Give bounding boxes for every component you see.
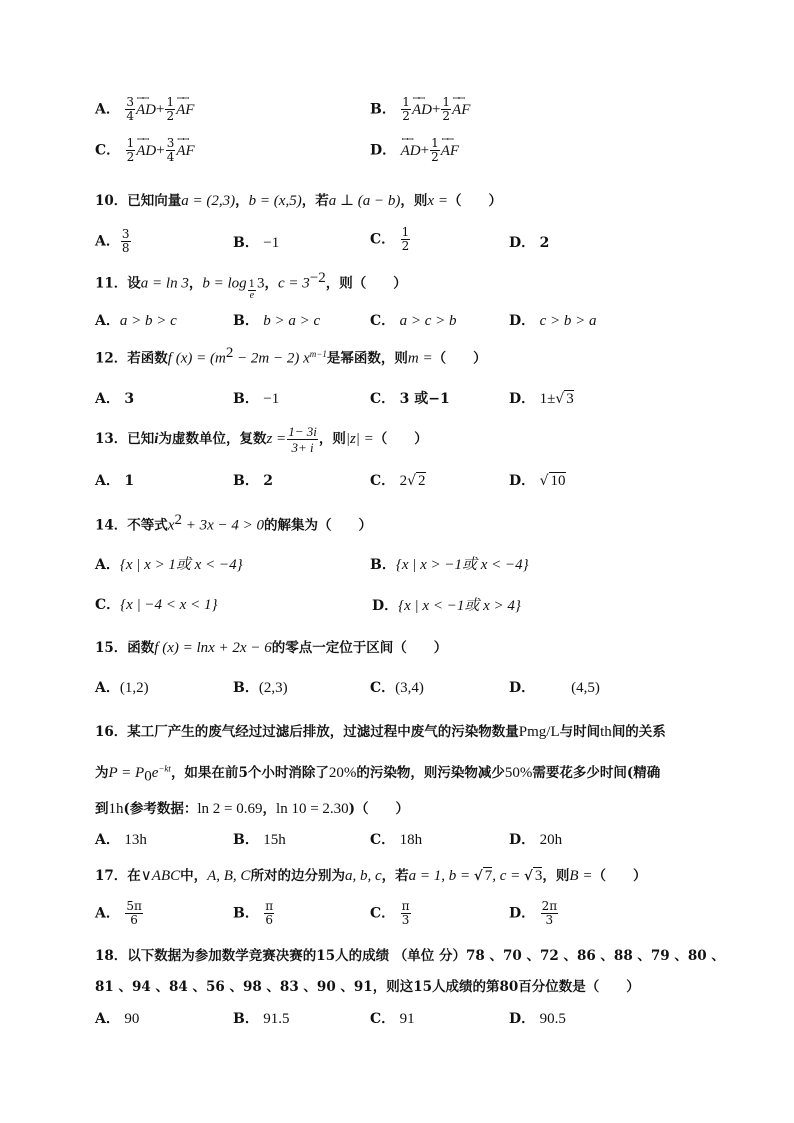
q17-option-a[interactable] (95, 900, 144, 927)
fraction: $\frac{1- 3i}{3+ i}$ (288, 424, 317, 455)
option-label: A． (95, 680, 120, 696)
stem-text: 为虚数单位，复数 (158, 431, 267, 447)
stem-text: ，则（ ） (325, 275, 407, 292)
question-number: 12． (95, 350, 128, 367)
option-label: C． (95, 142, 121, 159)
option-label: A． (95, 473, 120, 489)
radicand: 3 (534, 868, 543, 884)
plus-sign: + (420, 142, 430, 159)
option-label: B． (233, 313, 259, 329)
q16-stem-line2 (95, 761, 660, 786)
q13-stem (95, 424, 428, 455)
option-label: C． (370, 231, 396, 248)
b-eq: B = (569, 868, 593, 884)
question-number: 15． (95, 640, 128, 656)
q14-stem (95, 512, 372, 535)
c-eq: c = 3 (278, 275, 310, 292)
exponent: m−1 (309, 349, 327, 359)
answer-paren: （ ） (432, 350, 487, 367)
option-label: C． (370, 832, 396, 848)
option-value: 1± (539, 391, 556, 407)
stem-text: ，如果在前 (170, 765, 239, 781)
option-label: D． (509, 391, 536, 407)
stem-text: 是幂函数，则 (326, 350, 408, 367)
option-label: D． (372, 598, 399, 614)
option-label: C． (370, 905, 396, 922)
x-eq: x = (427, 193, 448, 209)
fraction: $\frac{3}{4}$ (126, 95, 134, 123)
q17-option-c[interactable] (370, 900, 412, 927)
option-label: C． (370, 1011, 396, 1027)
stem-text: 某工厂产生的废气经过过滤后排放，过滤过程中废气的污染物数量 (127, 724, 519, 740)
option-label: C． (95, 597, 121, 613)
q16-option-c[interactable] (370, 829, 422, 849)
stem-text: 间的关系 (611, 724, 666, 740)
q15-option-c[interactable] (370, 677, 424, 697)
option-value: 91 (399, 1011, 415, 1027)
fraction: $\frac{1}{2}$ (126, 136, 135, 164)
angles: A, B, C (207, 868, 251, 884)
q9-option-d[interactable] (370, 134, 460, 164)
q10-option-b[interactable] (233, 232, 279, 252)
fraction: $\frac{1}{2}$ (402, 95, 410, 123)
q16-option-d[interactable] (509, 829, 562, 849)
vector-af: ꟷꟷ AF (440, 134, 460, 159)
option-value: 3 或−1 (399, 391, 450, 407)
fraction: $\frac{2\pi}{3}$ (541, 899, 558, 927)
stem-text: 需要花多少时间(精确 (532, 765, 661, 781)
option-value: 20h (539, 832, 563, 848)
q18-option-d[interactable] (509, 1008, 566, 1028)
option-value: a > c > b (399, 313, 457, 329)
answer-paren: （ ） (447, 193, 502, 209)
q11-option-d[interactable] (509, 310, 597, 330)
question-number: 16． (95, 724, 128, 740)
q13-option-a[interactable] (95, 470, 134, 490)
q18-stem-line1 (95, 944, 725, 964)
vector-af: ꟷꟷ AF (452, 93, 471, 118)
radicand: 2 (418, 473, 426, 489)
function-expr: − 2m − 2) x (233, 350, 310, 367)
option-label: A． (95, 905, 120, 922)
q17-option-b[interactable] (233, 900, 275, 927)
answer-paren: （ ） (592, 868, 647, 884)
option-label: A． (95, 391, 120, 407)
stem-text: 以下数据为参加数学竞赛决赛的15人的成绩 （单位 分）78 、70 、72 、86 、88 、79 、80 、 (127, 948, 725, 964)
q11-stem (95, 270, 407, 301)
q17-option-d[interactable] (509, 900, 559, 927)
a-eq: a = ln 3 (140, 275, 189, 292)
option-label: C． (370, 391, 396, 407)
vector-b-eq: b = (x,5) (248, 193, 302, 209)
q11-option-b[interactable] (233, 310, 320, 330)
option-value: 18h (399, 832, 423, 848)
plus-sign: + (156, 142, 165, 159)
q13-option-d[interactable]: D． √ 10 (509, 473, 566, 489)
log-base: $\frac{1}{e}$ (248, 278, 256, 301)
option-value: 1 (124, 473, 135, 489)
option-label: D． (509, 313, 536, 329)
condition: a = 1, b = (408, 868, 474, 884)
subscript: 0 (144, 768, 152, 785)
vector-ad: ꟷꟷ AD (135, 93, 156, 118)
option-value: (2,3) (258, 680, 288, 696)
option-value: c > b > a (539, 313, 597, 329)
option-value: 90 (124, 1011, 140, 1027)
q15-option-b[interactable] (233, 677, 288, 697)
reference-value: ln 2 = 0.69 (197, 801, 263, 817)
stem-text: 到 (95, 801, 109, 817)
option-value: (3,4) (395, 680, 424, 696)
q14-option-d[interactable] (372, 594, 521, 615)
option-label: B． (233, 235, 259, 251)
option-label: A． (95, 233, 120, 250)
inequality: x (167, 517, 175, 534)
q12-stem (95, 345, 487, 368)
stem-text: 函数 (127, 640, 155, 656)
vector-ad: ꟷꟷ AD (136, 134, 157, 159)
unit: 1h (108, 801, 124, 817)
stem-text: 的零点一定位于区间（ ） (271, 640, 448, 656)
function-expr: f (x) = (m (167, 350, 226, 367)
fraction: $\frac{5\pi}{6}$ (126, 899, 142, 927)
q11-option-a[interactable] (95, 310, 177, 330)
q9-option-c[interactable] (95, 134, 195, 164)
question-number: 18． (95, 948, 128, 964)
option-value: (4,5) (571, 680, 600, 696)
percent: 20% (328, 765, 357, 781)
z-eq: z = (266, 431, 287, 447)
modulus-eq: |z| = (345, 431, 374, 447)
vector-af: ꟷꟷ AF (176, 93, 195, 118)
q12-option-d[interactable]: D． 1±√ 3 (509, 391, 574, 407)
q13-option-b[interactable] (233, 470, 273, 490)
exponent: −kt (158, 763, 171, 774)
imaginary-unit: i (154, 431, 159, 447)
question-number: 13． (95, 431, 128, 447)
q18-stem-line2 (95, 975, 640, 995)
q10-option-a[interactable] (95, 228, 132, 255)
option-label: C． (370, 313, 396, 329)
sides: a, b, c (344, 868, 382, 884)
question-number: 11． (95, 275, 128, 292)
option-value: {x | −4 < x < 1} (120, 597, 218, 613)
vector-a-eq: a = (2,3) (181, 193, 236, 209)
q14-option-c[interactable] (95, 594, 217, 614)
option-label: D． (509, 832, 536, 848)
question-number: 17． (95, 868, 128, 884)
plus-sign: + (431, 101, 441, 118)
stem-text: ， (188, 275, 203, 292)
option-label: D． (509, 1011, 536, 1027)
formula: e (151, 765, 159, 781)
q12-option-b[interactable] (233, 388, 279, 408)
option-value: −1 (263, 235, 280, 251)
option-value: b > a > c (263, 313, 321, 329)
vector-af: ꟷꟷ AF (176, 134, 195, 159)
option-label: D． (509, 680, 536, 696)
option-label: A． (95, 557, 120, 573)
option-value: 2 (399, 473, 408, 489)
q16-option-a[interactable] (95, 829, 147, 849)
option-value: 90.5 (539, 1011, 566, 1027)
option-label: C． (370, 473, 396, 489)
option-value: 3 (124, 391, 135, 407)
stem-text: 个小时消除了 (247, 765, 329, 781)
stem-text: 设 (127, 275, 141, 292)
stem-text: 在 (127, 868, 141, 884)
unit: Pmg/L (518, 724, 560, 740)
stem-text: ，则 (542, 868, 570, 884)
option-value: a > b > c (119, 313, 177, 329)
stem-text: ，若 (381, 868, 409, 884)
log-arg: 3 (257, 275, 265, 292)
option-label: A． (95, 101, 120, 118)
q10-option-c[interactable] (370, 226, 411, 253)
plus-sign: + (155, 101, 165, 118)
function-expr: f (x) = lnx + 2x − 6 (154, 640, 272, 656)
stem-text: 不等式 (127, 517, 168, 534)
fraction: $\frac{1}{2}$ (166, 95, 175, 123)
vector-ad: ꟷꟷ AD (411, 93, 432, 118)
option-label: D． (509, 235, 536, 251)
stem-text: ，若 (301, 193, 329, 209)
reference-value: ln 10 = 2.30 (276, 801, 349, 817)
option-label: A． (95, 313, 120, 329)
q12-option-a[interactable] (95, 388, 134, 408)
exponent: 2 (225, 345, 234, 361)
perp-condition: a ⊥ (a − b) (328, 193, 401, 209)
stem-number: 5 (238, 765, 248, 781)
radicand: 3 (566, 391, 574, 407)
stem-text: 已知向量 (127, 193, 182, 209)
answer-paren: （ ） (373, 431, 428, 447)
stem-text: ，则 (400, 193, 428, 209)
option-label: B． (233, 473, 259, 489)
q18-option-b[interactable] (233, 1008, 290, 1028)
q14-option-b[interactable] (370, 553, 529, 574)
fraction: $\frac{1}{2}$ (442, 95, 451, 123)
stem-text: 的解集为（ ） (264, 517, 372, 534)
q10-option-d[interactable] (509, 232, 549, 252)
stem-text: (参考数据： (123, 801, 198, 817)
option-label: B． (233, 905, 259, 922)
percent: 50% (504, 765, 533, 781)
option-value: 2 (263, 473, 274, 489)
q15-stem (95, 636, 447, 657)
stem-text: ，则 (318, 431, 346, 447)
option-label: B． (370, 101, 396, 118)
q9-option-b[interactable] (370, 93, 471, 123)
fraction: $\frac{3}{4}$ (166, 136, 175, 164)
option-label: D． (509, 905, 536, 922)
option-label: D． (509, 473, 536, 489)
unit: th (600, 724, 612, 740)
stem-text: 中， (180, 868, 208, 884)
option-value: 15h (263, 832, 286, 848)
exponent: −2 (309, 270, 326, 286)
option-label: A． (95, 1011, 120, 1027)
fraction: $\frac{\pi}{6}$ (265, 899, 274, 927)
b-eq: b = log (202, 275, 247, 292)
radicand: 10 (550, 473, 566, 489)
q16-stem-line3 (95, 797, 409, 818)
q17-stem: 17．在∨ABC中，A, B, C所对的边分别为a, b, c，若a = 1, b = √ 7, c = √ 3，则B =（ ） (95, 868, 647, 884)
inequality: + 3x − 4 > 0 (181, 517, 264, 534)
exponent: 2 (174, 512, 182, 528)
fraction: $\frac{1}{2}$ (401, 225, 410, 253)
formula: P = P (108, 765, 145, 781)
fraction: $\frac{1}{2}$ (431, 136, 439, 164)
option-value: (1,2) (119, 680, 149, 696)
q16-option-b[interactable] (233, 829, 286, 849)
stem-text: 与时间 (559, 724, 601, 740)
option-label: B． (233, 1011, 259, 1027)
stem-text: 为 (95, 765, 109, 781)
q10-stem (95, 189, 502, 210)
q18-option-c[interactable] (370, 1008, 415, 1028)
option-label: D． (370, 142, 397, 159)
q15-option-a[interactable] (95, 677, 149, 697)
option-value: 91.5 (263, 1011, 290, 1027)
condition: , c = (492, 868, 525, 884)
stem-text: 81 、94 、84 、56 、98 、83 、90 、91，则这15人成绩的第80百分位数是（ ） (95, 979, 640, 995)
q13-option-c[interactable]: C． 2√ 2 (370, 473, 426, 489)
triangle: ∨ABC (140, 868, 181, 884)
q11-option-c[interactable] (370, 310, 457, 330)
option-label: B． (233, 680, 259, 696)
q16-stem-line1 (95, 720, 666, 741)
stem-text: ， (235, 193, 249, 209)
option-value: {x | x < −1或 x > 4} (398, 598, 521, 614)
question-number: 14． (95, 517, 128, 534)
option-value: {x | x > 1或 x < −4} (119, 557, 243, 573)
q15-option-d[interactable] (509, 677, 600, 697)
option-label: B． (233, 832, 259, 848)
option-value: {x | x > −1或 x < −4} (395, 557, 529, 573)
vector-ad: ꟷꟷ AD (400, 134, 421, 159)
option-label: B． (233, 391, 259, 407)
fraction: $\frac{\pi}{3}$ (401, 899, 410, 927)
option-label: C． (370, 680, 396, 696)
question-number: 10． (95, 193, 128, 209)
q14-option-a[interactable] (95, 553, 243, 574)
stem-text: 若函数 (127, 350, 168, 367)
m-eq: m = (407, 350, 433, 367)
radicand: 7 (484, 868, 493, 884)
option-value: −1 (263, 391, 280, 407)
q12-option-c[interactable] (370, 388, 450, 408)
q18-option-a[interactable] (95, 1008, 139, 1028)
fraction: $\frac{3}{8}$ (121, 227, 130, 255)
option-value: 2 (539, 235, 550, 251)
option-value: 13h (124, 832, 147, 848)
option-label: A． (95, 832, 120, 848)
stem-text: 已知 (127, 431, 155, 447)
option-label: B． (370, 557, 396, 573)
stem-text: 的污染物，则污染物减少 (356, 765, 505, 781)
stem-text: ， (262, 801, 277, 817)
stem-text: ， (264, 275, 279, 292)
q9-option-a[interactable] (95, 93, 195, 123)
stem-text: 所对的边分别为 (250, 868, 345, 884)
stem-text: )（ ） (348, 801, 410, 817)
